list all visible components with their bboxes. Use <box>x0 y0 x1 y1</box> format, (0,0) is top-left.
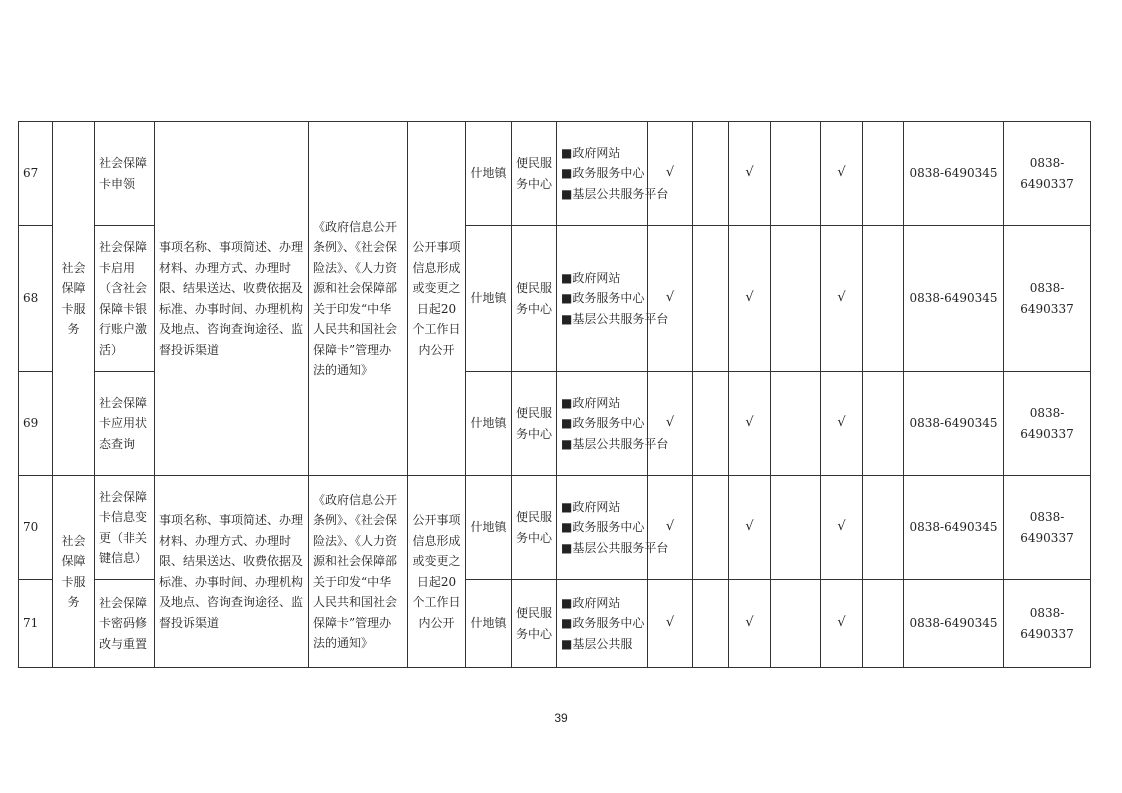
check-mark: √ <box>729 476 771 580</box>
empty-cell <box>693 372 729 476</box>
empty-cell <box>863 476 904 580</box>
channel-item: ■基层公共服务平台 <box>561 436 669 451</box>
row-number: 68 <box>19 226 53 372</box>
empty-cell <box>693 122 729 226</box>
empty-cell <box>693 226 729 372</box>
channel-item: ■政务服务中心 <box>561 416 645 431</box>
item-name: 社会保障卡申领 <box>95 122 155 226</box>
disclosure-content: 事项名称、事项简述、办理材料、办理方式、办理时限、结果送达、收费依据及标准、办事时间、办理机构及地点、咨询查询途径、监督投诉渠道 <box>155 476 309 668</box>
check-mark: √ <box>648 122 693 226</box>
disclosure-subject: 什地镇 <box>466 580 512 668</box>
check-mark: √ <box>729 372 771 476</box>
disclosure-channels <box>557 476 669 580</box>
disclosure-carrier: 便民服务中心 <box>512 476 557 580</box>
page-number: 39 <box>554 711 568 725</box>
empty-cell <box>693 580 729 668</box>
row-number: 67 <box>19 122 53 226</box>
channel-item: ■政务服务中心 <box>561 616 645 631</box>
item-name: 社会保障卡密码修改与重置 <box>95 580 155 668</box>
disclosure-channels <box>557 226 669 372</box>
empty-cell <box>863 226 904 372</box>
channel-item: ■基层公共服 <box>561 636 633 651</box>
channel-item: ■政务服务中心 <box>561 520 645 535</box>
channel-item: ■基层公共服务平台 <box>561 311 669 326</box>
legal-basis: 《政府信息公开条例》、《社会保险法》、《人力资源和社会保障部关于印发“中华人民共和国社会保障卡”管理办法的通知》 <box>309 122 408 476</box>
phone-number: 0838-6490345 <box>904 476 1004 580</box>
disclosure-carrier: 便民服务中心 <box>512 226 557 372</box>
table-row <box>19 122 1091 226</box>
phone-number: 0838-6490345 <box>904 580 1004 668</box>
disclosure-carrier: 便民服务中心 <box>512 372 557 476</box>
channel-item: ■政府网站 <box>561 499 621 514</box>
channel-item: ■政府网站 <box>561 145 621 160</box>
channel-item: ■政府网站 <box>561 270 621 285</box>
row-number: 70 <box>19 476 53 580</box>
check-mark: √ <box>821 476 863 580</box>
disclosure-subject: 什地镇 <box>466 476 512 580</box>
disclosure-content: 事项名称、事项简述、办理材料、办理方式、办理时限、结果送达、收费依据及标准、办事时间、办理机构及地点、咨询查询途径、监督投诉渠道 <box>155 122 309 476</box>
disclosure-subject: 什地镇 <box>466 226 512 372</box>
item-name: 社会保障卡启用（含社会保障卡银行账户激活） <box>95 226 155 372</box>
disclosure-channels <box>557 372 669 476</box>
phone-number: 0838-6490345 <box>904 372 1004 476</box>
check-mark: √ <box>821 122 863 226</box>
category-cell: 社会保障卡服务 <box>53 476 95 668</box>
disclosure-table <box>18 121 1091 668</box>
empty-cell <box>863 372 904 476</box>
channel-item: ■政务服务中心 <box>561 166 645 181</box>
phone-number: 0838-6490337 <box>1004 476 1091 580</box>
channel-item: ■政务服务中心 <box>561 291 645 306</box>
empty-cell <box>863 580 904 668</box>
empty-cell <box>771 580 821 668</box>
channel-item: ■基层公共服务平台 <box>561 186 669 201</box>
row-number: 71 <box>19 580 53 668</box>
disclosure-subject: 什地镇 <box>466 372 512 476</box>
check-mark: √ <box>648 476 693 580</box>
disclosure-subject: 什地镇 <box>466 122 512 226</box>
phone-number: 0838-6490345 <box>904 122 1004 226</box>
row-number: 69 <box>19 372 53 476</box>
check-mark: √ <box>648 226 693 372</box>
check-mark: √ <box>821 580 863 668</box>
check-mark: √ <box>821 226 863 372</box>
legal-basis: 《政府信息公开条例》、《社会保险法》、《人力资源和社会保障部关于印发“中华人民共和国社会保障卡”管理办法的通知》 <box>309 476 408 668</box>
channel-item: ■政府网站 <box>561 595 621 610</box>
check-mark: √ <box>729 122 771 226</box>
empty-cell <box>771 476 821 580</box>
disclosure-timeframe: 公开事项信息形成或变更之日起20个工作日内公开 <box>408 122 466 476</box>
empty-cell <box>863 122 904 226</box>
channel-item: ■政府网站 <box>561 395 621 410</box>
item-name: 社会保障卡信息变更（非关键信息） <box>95 476 155 580</box>
category-cell: 社会保障卡服务 <box>53 122 95 476</box>
phone-number: 0838-6490337 <box>1004 372 1091 476</box>
disclosure-carrier: 便民服务中心 <box>512 122 557 226</box>
phone-number: 0838-6490337 <box>1004 226 1091 372</box>
phone-number: 0838-6490337 <box>1004 580 1091 668</box>
check-mark: √ <box>729 580 771 668</box>
check-mark: √ <box>648 372 693 476</box>
empty-cell <box>771 122 821 226</box>
check-mark: √ <box>729 226 771 372</box>
disclosure-timeframe: 公开事项信息形成或变更之日起20个工作日内公开 <box>408 476 466 668</box>
empty-cell <box>771 372 821 476</box>
empty-cell <box>771 226 821 372</box>
phone-number: 0838-6490337 <box>1004 122 1091 226</box>
phone-number: 0838-6490345 <box>904 226 1004 372</box>
check-mark: √ <box>648 580 693 668</box>
channel-item: ■基层公共服务平台 <box>561 540 669 555</box>
disclosure-channels <box>557 580 648 668</box>
disclosure-carrier: 便民服务中心 <box>512 580 557 668</box>
item-name: 社会保障卡应用状态查询 <box>95 372 155 476</box>
check-mark: √ <box>821 372 863 476</box>
disclosure-channels <box>557 122 669 226</box>
table-row <box>19 476 1091 580</box>
empty-cell <box>693 476 729 580</box>
